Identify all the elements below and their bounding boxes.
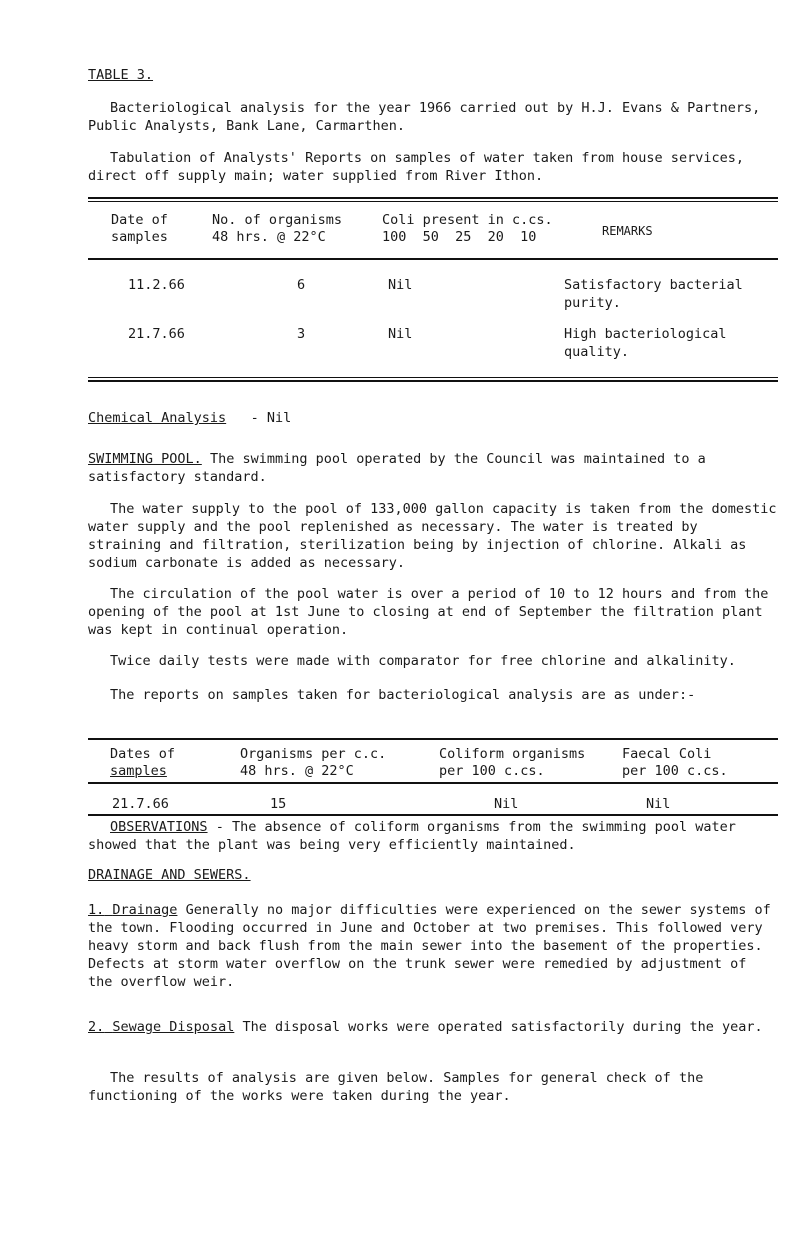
item1-title: Drainage [112, 902, 178, 918]
observations-text: - The absence of coliform organisms from the swimming pool water showed that the plant was being very efficiently maintained. [88, 819, 736, 853]
table1-top-rule [88, 197, 778, 199]
table1-header-rule [88, 258, 778, 260]
header-remarks: REMARKS [602, 224, 653, 238]
swimming-paragraph-3: The circulation of the pool water is over a period of 10 to 12 hours and from the opening of the pool at 1st June to closing at end of September the filtration plant was kept in continual operation. [88, 586, 769, 638]
observations [88, 818, 778, 854]
header-coli: Coli present in c.cs. 100 50 25 20 10 [382, 212, 553, 245]
swimming-paragraph-2: The water supply to the pool of 133,000 gallon capacity is taken from the domestic water supply and the pool replenished as necessary. The water is treated by straining and filtration, sterilization being by injection of chlorine. Alkali as sodium carbonate is added as necessary. [88, 501, 777, 571]
chemical-value: Nil [266, 410, 292, 426]
header-organisms: No. of organisms 48 hrs. @ 22°C [212, 212, 343, 245]
table2-top-rule [88, 738, 778, 740]
drainage-item-2 [88, 1018, 778, 1036]
chemical-dash: - [250, 410, 259, 426]
item1-number: 1. [88, 902, 105, 918]
t2-row-date: 21.7.66 [112, 796, 169, 812]
item1-text: Generally no major difficulties were experienced on the sewer systems of the town. Flooding occurred in June and October at two premises. This followed very heavy storm and back flush from the main sewer into the basement of the properties. Defects at storm water overflow on the trunk sewer were remedied by adjustment of the overflow weir. [88, 902, 771, 990]
drainage-heading: DRAINAGE AND SEWERS. [88, 867, 251, 883]
swimming-paragraph-4: Twice daily tests were made with comparator for free chlorine and alkalinity. [110, 653, 736, 669]
swimming-intro: SWIMMING POOL. The swimming pool operated by the Council was maintained to a satisfactory standard. [88, 451, 706, 485]
t2-row-faecal: Nil [646, 796, 671, 812]
t2-header-coliform: Coliform organisms per 100 c.cs. [439, 746, 586, 779]
row2-coli: Nil [388, 326, 413, 342]
table1-bottom-rule [88, 380, 778, 382]
swimming-paragraph-5: The reports on samples taken for bacteriological analysis are as under:- [110, 687, 696, 703]
t2-row-organisms: 15 [270, 796, 287, 812]
drainage-closing: The results of analysis are given below. Samples for general check of the functioning of the works were taken during the year. [88, 1070, 704, 1104]
observations-label: OBSERVATIONS [110, 819, 208, 835]
intro-paragraph-1: Bacteriological analysis for the year 1966 carried out by H.J. Evans & Partners, Public Analysts, Bank Lane, Carmarthen. [88, 100, 761, 134]
t2-header-organisms: Organisms per c.c. 48 hrs. @ 22°C [240, 746, 387, 779]
table1-top-rule-thin [88, 201, 778, 202]
drainage-item-1 [88, 901, 778, 991]
chemical-analysis [88, 409, 291, 427]
item2-text: The disposal works were operated satisfactorily during the year. [242, 1019, 763, 1035]
table-label: TABLE 3. [88, 67, 154, 83]
swimming-heading: SWIMMING POOL. [88, 451, 202, 467]
intro-paragraph-2: Tabulation of Analysts' Reports on samples of water taken from house services, direct off supply main; water supplied from River Ithon. [88, 150, 744, 184]
chemical-label: Chemical Analysis [88, 410, 227, 426]
t2-header-dates: Dates of samples [110, 746, 176, 779]
table2-bottom-rule [88, 814, 778, 816]
table2-header-rule [88, 782, 778, 784]
row1-date: 11.2.66 [128, 277, 185, 293]
row2-organisms: 3 [297, 326, 306, 342]
item2-title: Sewage Disposal [112, 1019, 235, 1035]
row1-remarks: Satisfactory bacterial purity. [564, 277, 743, 311]
row1-coli: Nil [388, 277, 413, 293]
row2-date: 21.7.66 [128, 326, 185, 342]
header-date: Date of samples [111, 212, 168, 245]
t2-row-coliform: Nil [494, 796, 519, 812]
item2-number: 2. [88, 1019, 105, 1035]
table1-bottom-rule-thin [88, 377, 778, 378]
t2-header-faecal: Faecal Coli per 100 c.cs. [622, 746, 728, 779]
row2-remarks: High bacteriological quality. [564, 326, 727, 360]
row1-organisms: 6 [297, 277, 306, 293]
